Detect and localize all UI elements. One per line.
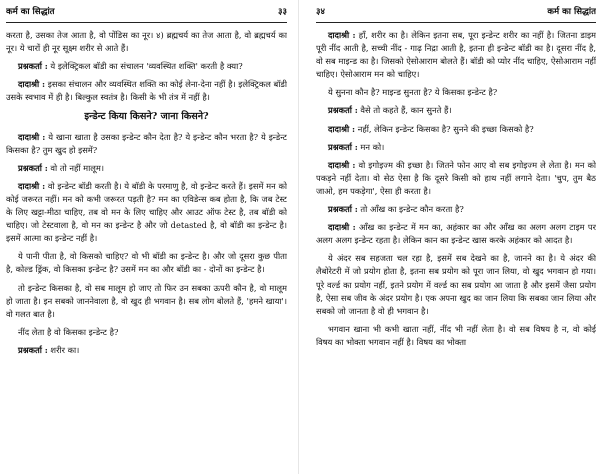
speaker-label: दादाश्री :	[328, 30, 356, 40]
paragraph: करता है, उसका तेज आता है, वो पोंडिस का नूर। ४) ब्रह्मचर्य का तेज आता है, वो ब्रह्मचर्य का नूर। ये चारों ही नूर सूक्ष्म शरीर से आते हैं।	[6, 30, 287, 54]
speaker-label: दादाश्री :	[18, 79, 46, 90]
section-title: इन्डेन्ट किया किसने? जाना किसने?	[84, 111, 209, 123]
paragraph: भगवान खाना भी कभी खाता नहीं, नींद भी नहीं लेता है। वो सब विषय है न, वो कोई विषय का भोक्ता भगवान नहीं है। विषय का भोक्ता	[316, 323, 596, 347]
paragraph: प्रश्नकर्ता : वैसे तो कहते हैं, कान सुनते हैं।	[328, 105, 452, 116]
left-page-number: ३३	[278, 7, 287, 17]
paragraph: प्रश्नकर्ता : ये इलेक्ट्रिकल बॉडी का संचालन 'व्यवस्थित शक्ति' करती है क्या?	[18, 61, 243, 72]
paragraph: दादाश्री : हाँ, शरीर का है। लेकिन इतना सब, पूरा इन्डेन्ट शरीर का नहीं है। जितना डाइम पूरी नींद आती है, सच्ची नींद - गाढ़ निद्रा आती है, इतना ही इन्डेन्ट बॉडी का है। दूसरा नींद है, वो सब माइन्ड का है। जिसको ऐसोआराम बोलते हैं। बॉडी को प्योर नींद चाहिए, ऐसोआराम नहीं चाहिए। ऐसोआराम मन को चाहिए।	[316, 30, 596, 80]
paragraph: दादाश्री : नहीं, लेकिन इन्डेन्ट किसका है? सुनने की इच्छा किसको है?	[328, 123, 534, 134]
paragraph: प्रश्नकर्ता : मन को।	[328, 141, 385, 152]
speaker-label: दादाश्री :	[18, 180, 46, 191]
paragraph: प्रश्नकर्ता : तो आँख का इन्डेन्ट कौन करता है?	[328, 204, 464, 215]
left-header-title: कर्म का सिद्धांत	[6, 7, 55, 17]
right-page-number: ३४	[316, 7, 325, 17]
paragraph: ये अंदर सब सहजता चल रहा है, इसमें सब देखने का है, जानने का है। ये अंदर की लैबोरेटरी में जो प्रयोग होता है, इतना सब प्रयोग को पूरा जान लिया, वो खुद भगवान हो गया। पूरे वर्ल्ड का प्रयोग नहीं, इतने प्रयोग में वर्ल्ड का सब प्रयोग आ जाता है और इसमें जैसा प्रयोग है, ऐसा सब जीव के अंदर प्रयोग है। एक अपना खुद का जान लिया कि सबका जान लिया और सबको जो जानता है वो ही भगवान है।	[316, 253, 596, 316]
right-page	[316, 0, 596, 474]
paragraph: नींद लेता है वो किसका इन्डेन्ट है?	[18, 326, 119, 337]
paragraph: दादाश्री : आँख का इन्डेन्ट में मन का, अहंकार का और आँख का अलग अलग टाइम पर अलग अलग इन्डेन्ट रहता है। लेकिन कान का इन्डेन्ट खास करके अहंकार को आदत है।	[316, 222, 596, 246]
left-page	[6, 0, 287, 474]
paragraph: दादाश्री : वो इगोइज्म की इच्छा है। जितने फोन आए वो सब इगोइज्म ले लेता है। मन को पकड़ने नहीं देता। वो सेठ ऐसा है कि दूसरे किसी को हाथ नहीं लगाने देता। 'चुप, तुम बैठ जाओ, हम पकड़ेगा', ऐसा ही करता है।	[316, 159, 596, 196]
speaker-label: प्रश्नकर्ता :	[328, 204, 358, 215]
left-header	[6, 6, 287, 20]
speaker-label: प्रश्नकर्ता :	[328, 105, 358, 116]
speaker-label: दादाश्री :	[18, 131, 46, 142]
book-gutter	[298, 0, 299, 474]
speaker-label: प्रश्नकर्ता :	[18, 162, 48, 173]
paragraph: प्रश्नकर्ता : शरीर का।	[18, 344, 80, 355]
paragraph: दादाश्री : ये खाना खाता है उसका इन्डेन्ट कौन देता है? ये इन्डेन्ट कौन भरता है? ये इन्डेन्ट किसका है? तुम खुद हो इसमें?	[6, 131, 287, 155]
paragraph: तो इन्डेन्ट किसका है, वो सब मालूम हो जाए तो फिर उन सबका ऊपरी कौन है, वो मालूम हो जाता है। इन सबको जाननेवाला है, वो खुद ही भगवान है। सब लोग बोलते हैं, 'हमने खाया'। वो गलत बात है।	[6, 282, 287, 319]
speaker-label: प्रश्नकर्ता :	[18, 61, 48, 72]
paragraph: ये सुनना कौन है? माइन्ड सुनता है? ये किसका इन्डेन्ट है?	[328, 87, 498, 98]
left-header-rule	[6, 22, 287, 23]
right-header-rule	[316, 22, 596, 23]
paragraph: दादाश्री : वो इन्डेन्ट बॉडी करती है। ये बॉडी के परमाणु है, वो इन्डेन्ट करते हैं। इसमें मन को कोई जरूरत नहीं। मन को कभी जरूरत पड़ती है? मन का एविडेन्स कब होता है, कि जब टेस्ट के लिए खट्टा-मीठा चाहिए, तब वो मन के लिए चाहिए और आउट ऑफ टेस्ट है, तब बॉडी को चाहिए। जो टेस्टवाला है, वो मन का इन्डेन्ट है और जो detasted है, वो बॉडी का इन्डेन्ट है। इसमें आत्मा का इन्डेन्ट नहीं है।	[6, 180, 287, 244]
speaker-label: दादाश्री :	[328, 123, 356, 134]
speaker-label: प्रश्नकर्ता :	[328, 141, 358, 152]
speaker-label: प्रश्नकर्ता :	[18, 344, 48, 355]
right-header	[316, 6, 596, 20]
right-header-title: कर्म का सिद्धांत	[547, 7, 596, 17]
speaker-label: दादाश्री :	[328, 159, 356, 170]
paragraph: ये पानी पीता है, वो किसको चाहिए? वो भी बॉडी का इन्डेन्ट है। और जो दूसरा कुछ पीता है, कोल्ड ड्रिंक, वो किसका इन्डेन्ट है? उसमें मन का और बॉडी का - दोनों का इन्डेन्ट है।	[6, 251, 287, 275]
paragraph: दादाश्री : इसका संचालन और व्यवस्थित शक्ति का कोई लेना-देना नहीं है। इलेक्ट्रिकल बॉडी उसके स्वभाव में ही है। बिल्कुल स्वतंत्र है। किसी के भी तंत्र में नहीं है।	[6, 79, 287, 103]
paragraph: प्रश्नकर्ता : वो तो नहीं मालूम।	[18, 162, 104, 173]
speaker-label: दादाश्री :	[328, 222, 356, 233]
